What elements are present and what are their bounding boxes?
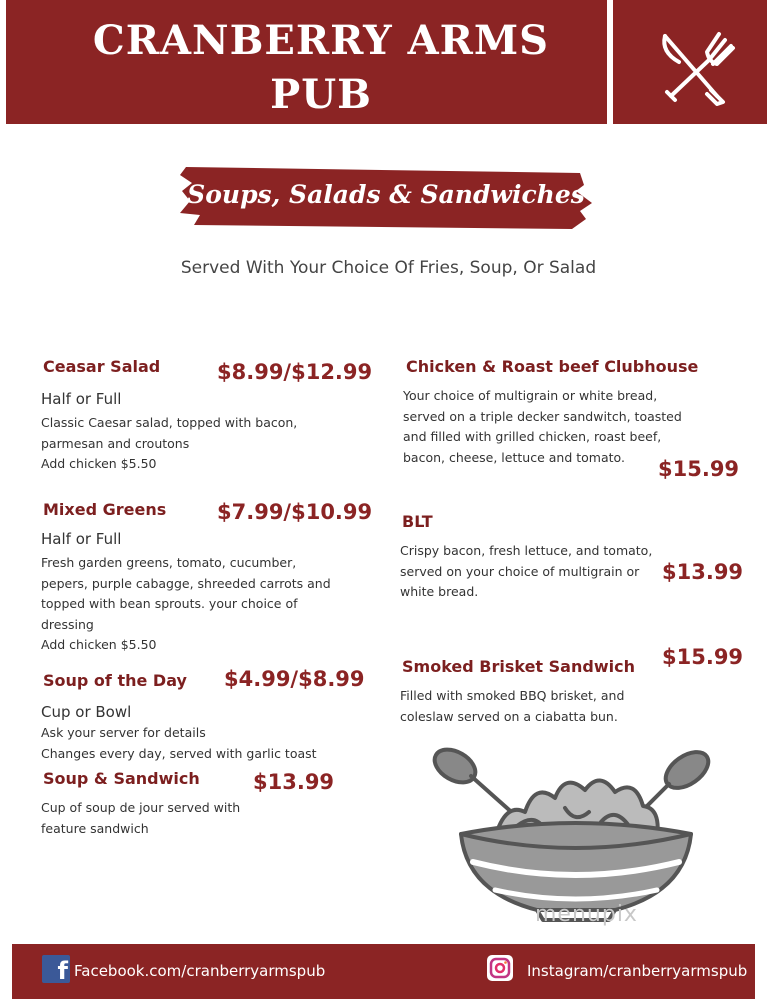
item-price-ceasar-salad: $8.99/$12.99 xyxy=(217,360,373,384)
desc-line: Classic Caesar salad, topped with bacon, xyxy=(41,415,298,430)
desc-line: Add chicken $5.50 xyxy=(41,637,157,652)
desc-line: pepers, purple cabagge, shreeded carrots and xyxy=(41,575,331,591)
instagram-link[interactable]: Instagram/cranberryarmspub xyxy=(527,962,748,980)
item-price-blt: $13.99 xyxy=(662,560,744,584)
item-price-soup-of-the-day: $4.99/$8.99 xyxy=(224,667,365,691)
desc-line: Fresh garden greens, tomato, cucumber, xyxy=(41,555,297,570)
desc-line: Changes every day, served with garlic toast xyxy=(41,745,317,761)
desc-line: and filled with grilled chicken, roast beef, xyxy=(403,429,662,444)
section-banner-text: Soups, Salads & Sandwiches xyxy=(187,180,585,209)
item-desc-ceasar-salad xyxy=(41,413,297,475)
desc-line: Filled with smoked BBQ brisket, and xyxy=(400,688,625,703)
desc-line: white bread. xyxy=(400,584,479,599)
desc-line: Ask your server for details xyxy=(41,725,206,740)
desc-line: Cup of soup de jour served with xyxy=(41,800,241,815)
facebook-link[interactable]: Facebook.com/cranberryarmspub xyxy=(74,962,326,980)
item-sub-ceasar-salad: Half or Full xyxy=(41,390,122,408)
item-price-mixed-greens: $7.99/$10.99 xyxy=(217,500,373,524)
salad-bowl-icon xyxy=(425,742,725,922)
desc-line: Crispy bacon, fresh lettuce, and tomato, xyxy=(400,543,653,558)
icon-box xyxy=(613,0,767,124)
title-line-2: PUB xyxy=(270,71,372,118)
instagram-icon[interactable] xyxy=(487,955,513,981)
desc-line: topped with bean sprouts. your choice of xyxy=(41,596,298,611)
item-title-mixed-greens: Mixed Greens xyxy=(43,500,167,519)
item-price-soup-sandwich: $13.99 xyxy=(253,770,335,794)
item-sub-mixed-greens: Half or Full xyxy=(41,530,122,548)
item-desc-soup-sandwich xyxy=(41,798,240,839)
facebook-icon[interactable]: f xyxy=(42,955,70,983)
watermark: menupix xyxy=(535,902,638,927)
desc-line: Your choice of multigrain or white bread, xyxy=(403,388,658,403)
item-title-brisket: Smoked Brisket Sandwich xyxy=(402,657,635,676)
desc-line: feature sandwich xyxy=(41,820,149,836)
item-title-blt: BLT xyxy=(402,512,433,531)
section-subtitle: Served With Your Choice Of Fries, Soup, Or Salad xyxy=(180,258,597,278)
item-desc-brisket xyxy=(400,686,624,727)
title-line-1: CRANBERRY ARMS xyxy=(92,17,550,64)
item-desc-clubhouse xyxy=(403,386,682,468)
desc-line: served on your choice of multigrain or xyxy=(400,563,640,579)
desc-line: Add chicken $5.50 xyxy=(41,456,157,471)
fork-knife-icon xyxy=(613,0,767,124)
item-desc-mixed-greens xyxy=(41,553,331,656)
desc-line: bacon, cheese, lettuce and tomato. xyxy=(403,449,625,465)
item-desc-blt xyxy=(400,541,652,603)
item-title-soup-sandwich: Soup & Sandwich xyxy=(43,769,200,788)
item-desc-soup-of-the-day xyxy=(41,723,317,764)
page-title xyxy=(6,14,636,122)
item-price-brisket: $15.99 xyxy=(662,645,744,669)
item-title-clubhouse: Chicken & Roast beef Clubhouse xyxy=(406,357,699,376)
desc-line: served on a triple decker sandwitch, toasted xyxy=(403,408,682,424)
item-price-clubhouse: $15.99 xyxy=(658,457,740,481)
item-title-soup-of-the-day: Soup of the Day xyxy=(43,671,187,690)
item-sub-soup-of-the-day: Cup or Bowl xyxy=(41,703,132,721)
desc-line: parmesan and croutons xyxy=(41,435,190,451)
desc-line: coleslaw served on a ciabatta bun. xyxy=(400,708,618,724)
item-title-ceasar-salad: Ceasar Salad xyxy=(43,357,161,376)
desc-line: dressing xyxy=(41,616,94,632)
